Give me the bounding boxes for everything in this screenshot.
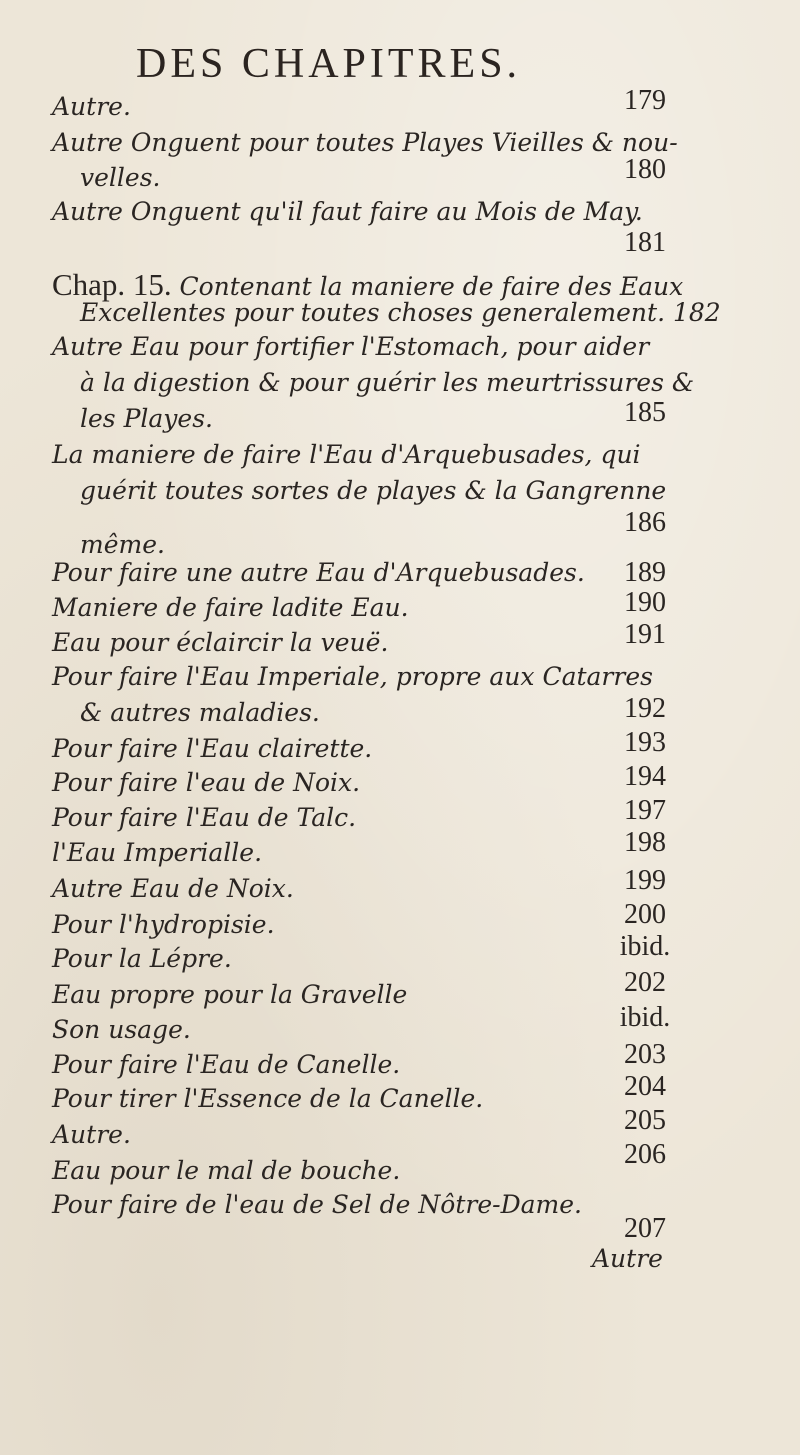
entry-line: l'Eau Imperialle. (52, 838, 263, 867)
chapter-label: Chap. 15. (52, 267, 172, 302)
catchword: Autre (592, 1244, 663, 1273)
entry-line: les Playes. (80, 404, 213, 433)
entry-line: Pour faire de l'eau de Sel de Nôtre-Dame. (52, 1190, 582, 1219)
entry-line: Pour tirer l'Essence de la Canelle. (52, 1084, 484, 1113)
entry-line: Autre. (52, 92, 131, 121)
page-number: 205 (624, 1105, 666, 1136)
entry-line: Pour faire l'Eau Imperiale, propre aux Catarres (52, 662, 653, 691)
entry-line: Eau propre pour la Gravelle (52, 980, 408, 1009)
page-number: 207 (624, 1213, 666, 1244)
page-number: 197 (624, 795, 666, 826)
entry-line: Autre Onguent pour toutes Playes Vieilles & nou- (52, 128, 678, 157)
page-number: 192 (624, 693, 666, 724)
page-number: 202 (624, 967, 666, 998)
entry-line: & autres maladies. (80, 698, 320, 727)
page-number: 203 (624, 1039, 666, 1070)
page-number: 186 (624, 507, 666, 538)
entry-line: Maniere de faire ladite Eau. (52, 593, 409, 622)
entry-line: Excellentes pour toutes choses generalement. 182 (80, 298, 721, 327)
entry-line: Son usage. (52, 1015, 191, 1044)
page-number: ibid. (619, 931, 671, 962)
entry-line: velles. (80, 163, 161, 192)
chapter-title: Contenant la maniere de faire des Eaux (179, 272, 684, 301)
entry-line: Pour la Lépre. (52, 944, 232, 973)
entry-line: Autre Eau pour fortifier l'Estomach, pour aider (52, 332, 650, 361)
entry-line: Pour faire l'eau de Noix. (52, 768, 361, 797)
entry-line: Autre Onguent qu'il faut faire au Mois de May. (52, 197, 643, 226)
page-number: 194 (624, 761, 666, 792)
entry-line: à la digestion & pour guérir les meurtrissures & (80, 368, 695, 397)
entry-line: Pour faire l'Eau de Canelle. (52, 1050, 401, 1079)
entry-line: Pour faire une autre Eau d'Arquebusades. (52, 558, 585, 587)
entry-line: Pour faire l'Eau de Talc. (52, 803, 357, 832)
page-number: 198 (624, 827, 666, 858)
entry-line: Autre Eau de Noix. (52, 874, 294, 903)
entry-line: Pour faire l'Eau clairette. (52, 734, 373, 763)
entry-line: Autre. (52, 1120, 131, 1149)
page-number: 185 (624, 397, 666, 428)
page-header: DES CHAPITRES. (136, 41, 522, 87)
page-number: 199 (624, 865, 666, 896)
page-number: ibid. (619, 1002, 671, 1033)
entry-line: guérit toutes sortes de playes & la Gangrenne (80, 476, 667, 505)
page-number: 204 (624, 1071, 666, 1102)
page-number: 190 (624, 587, 666, 618)
page-number: 180 (624, 154, 666, 185)
page-number: 200 (624, 899, 666, 930)
entry-line: même. (80, 530, 165, 559)
page-number: 206 (624, 1139, 666, 1170)
entry-line: Pour l'hydropisie. (52, 910, 275, 939)
entry-line: Eau pour le mal de bouche. (52, 1156, 401, 1185)
entry-line: Eau pour éclaircir la veuë. (52, 628, 389, 657)
page-number: 179 (624, 85, 666, 116)
page-number: 191 (624, 619, 666, 650)
page-number: 193 (624, 727, 666, 758)
page-number: 181 (624, 227, 666, 258)
entry-line: La maniere de faire l'Eau d'Arquebusades, qui (52, 440, 641, 469)
page-number: 189 (624, 557, 666, 588)
